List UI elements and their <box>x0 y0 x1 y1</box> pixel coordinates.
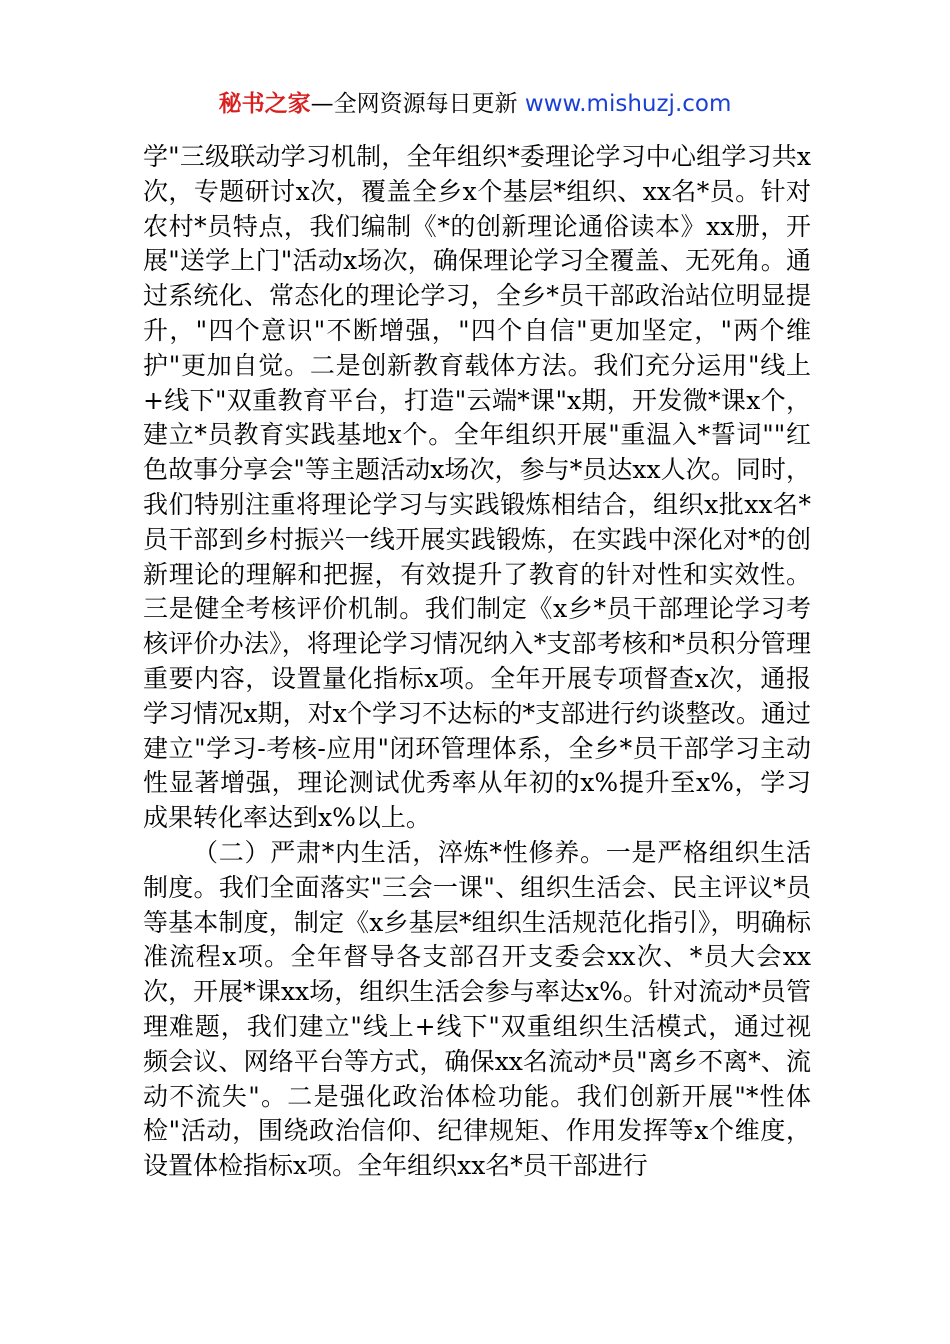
body-paragraph-1: 学"三级联动学习机制，全年组织*委理论学习中心组学习共x次，专题研讨x次，覆盖全乡x个基层*组织、xx名*员。针对农村*员特点，我们编制《*的创新理论通俗读本》xx册，开展"送学上门"活动x场次，确保理论学习全覆盖、无死角。通过系统化、常态化的理论学习，全乡*员干部政治站位明显提升，"四个意识"不断增强，"四个自信"更加坚定，"两个维护"更加自觉。二是创新教育载体方法。我们充分运用"线上+线下"双重教育平台，打造"云端*课"x期，开发微*课x个，建立*员教育实践基地x个。全年组织开展"重温入*誓词""红色故事分享会"等主题活动x场次，参与*员达xx人次。同时，我们特别注重将理论学习与实践锻炼相结合，组织x批xx名*员干部到乡村振兴一线开展实践锻炼，在实践中深化对*的创新理论的理解和把握，有效提升了教育的针对性和实效性。三是健全考核评价机制。我们制定《x乡*员干部理论学习考核评价办法》，将理论学习情况纳入*支部考核和*员积分管理重要内容，设置量化指标x项。全年开展专项督查x次，通报学习情况x期，对x个学习不达标的*支部进行约谈整改。通过建立"学习-考核-应用"闭环管理体系，全乡*员干部学习主动性显著增强，理论测试优秀率从年初的x%提升至x%，学习成果转化率达到x%以上。 <box>143 142 811 833</box>
site-url-link[interactable]: www.mishuzj.com <box>524 91 732 117</box>
site-tagline: —全网资源每日更新 <box>310 91 525 117</box>
document-body <box>143 140 811 1184</box>
body-paragraph-2: （二）严肃*内生活，淬炼*性修养。一是严格组织生活制度。我们全面落实"三会一课"、组织生活会、民主评议*员等基本制度，制定《x乡基层*组织生活规范化指引》，明确标准流程x项。全年督导各支部召开支委会xx次、*员大会xx次，开展*课xx场，组织生活会参与率达x%。针对流动*员管理难题，我们建立"线上+线下"双重组织生活模式，通过视频会议、网络平台等方式，确保xx名流动*员"离乡不离*、流动不流失"。二是强化政治体检功能。我们创新开展"*性体检"活动，围绕政治信仰、纪律规矩、作用发挥等x个维度，设置体检指标x项。全年组织xx名*员干部进行 <box>143 837 811 1181</box>
site-brand: 秘书之家 <box>218 91 311 117</box>
site-header <box>0 88 950 120</box>
